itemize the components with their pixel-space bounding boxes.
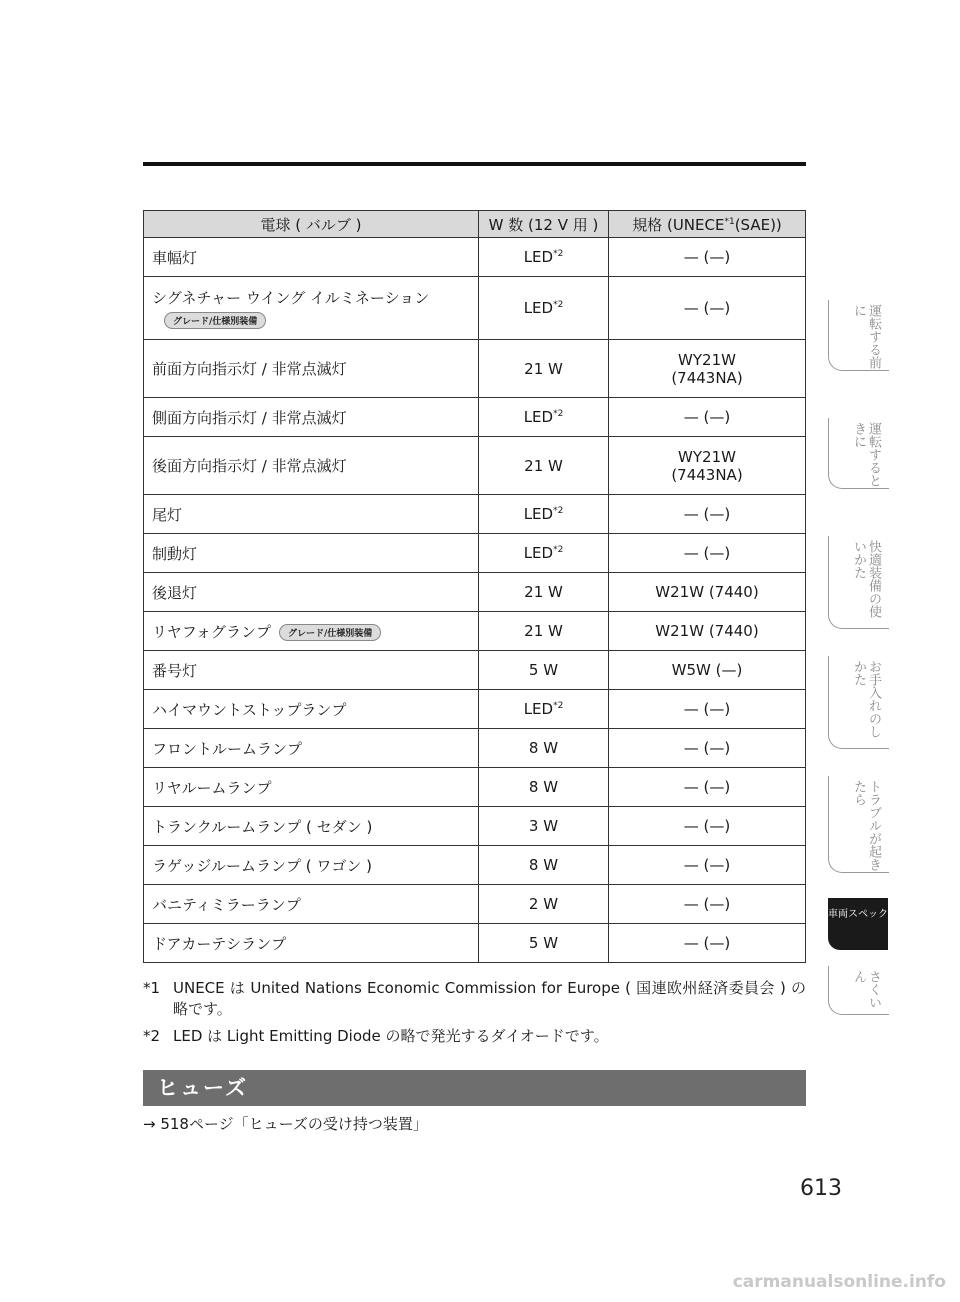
bulb-spec-table	[143, 210, 806, 963]
watermark: carmanualsonline.info	[732, 1272, 946, 1292]
watt-value: 8 W	[479, 846, 609, 885]
header-bulb: 電球 ( バルブ )	[144, 211, 479, 238]
table-row	[144, 924, 806, 963]
bulb-name: バニティミラーランプ	[144, 885, 479, 924]
table-row	[144, 768, 806, 807]
standard-value: — (—)	[609, 768, 806, 807]
bulb-name: シグネチャー ウイング イルミネーション グレード/仕様別装備	[144, 277, 479, 340]
standard-value: WY21W (7443NA)	[609, 340, 806, 398]
table-header-row	[144, 211, 806, 238]
bulb-name: 尾灯	[144, 495, 479, 534]
standard-value: — (—)	[609, 398, 806, 437]
header-standard: 規格 (UNECE$^{*1}$(SAE))	[609, 211, 806, 238]
standard-value: — (—)	[609, 885, 806, 924]
watt-value: 3 W	[479, 807, 609, 846]
grade-badge: グレード/仕様別装備	[279, 624, 381, 641]
bulb-name: 側面方向指示灯 / 非常点滅灯	[144, 398, 479, 437]
watt-value: 21 W	[479, 437, 609, 495]
footnotes	[143, 978, 806, 1053]
tab-troubleshooting[interactable]: トラブルが起きたら	[828, 776, 889, 873]
table-row	[144, 729, 806, 768]
watt-value: 5 W	[479, 651, 609, 690]
watt-value: LED$^{*2}$	[479, 495, 609, 534]
bulb-name: ラゲッジルームランプ ( ワゴン )	[144, 846, 479, 885]
table-row	[144, 534, 806, 573]
watt-value: 8 W	[479, 768, 609, 807]
footnote-2: *2 LED は Light Emitting Diode の略で発光するダイオードです。	[143, 1027, 609, 1045]
bulb-name: リヤルームランプ	[144, 768, 479, 807]
standard-value: — (—)	[609, 729, 806, 768]
table-row	[144, 573, 806, 612]
standard-value: WY21W (7443NA)	[609, 437, 806, 495]
tab-vehicle-spec[interactable]: 車両スペック	[828, 898, 888, 950]
header-watt: W 数 (12 V 用 )	[479, 211, 609, 238]
watt-value: 2 W	[479, 885, 609, 924]
bulb-name: 車幅灯	[144, 238, 479, 277]
standard-value: — (—)	[609, 277, 806, 340]
page-reference-link[interactable]: → 518ページ「ヒューズの受け持つ装置」	[143, 1115, 428, 1133]
bulb-name: トランクルームランプ ( セダン )	[144, 807, 479, 846]
tab-while-driving[interactable]: 運転するときに	[828, 418, 889, 489]
watt-value: LED$^{*2}$	[479, 534, 609, 573]
table-row	[144, 495, 806, 534]
table-row	[144, 690, 806, 729]
watt-value: 8 W	[479, 729, 609, 768]
watt-value: 21 W	[479, 340, 609, 398]
grade-badge: グレード/仕様別装備	[164, 312, 266, 329]
bulb-name: 制動灯	[144, 534, 479, 573]
watt-value: LED$^{*2}$	[479, 398, 609, 437]
top-rule	[143, 162, 806, 166]
table-row	[144, 437, 806, 495]
page-number: 613	[800, 1176, 842, 1201]
footnote-1: *1 UNECE は United Nations Economic Commission for Europe ( 国連欧州経済委員会 ) の略です。	[143, 979, 806, 1018]
watt-value: 21 W	[479, 612, 609, 651]
section-title: ヒューズ	[157, 1076, 248, 1100]
watt-value: LED$^{*2}$	[479, 238, 609, 277]
table-row	[144, 885, 806, 924]
standard-value: — (—)	[609, 846, 806, 885]
watt-value: LED$^{*2}$	[479, 277, 609, 340]
tab-before-driving[interactable]: 運転する前に	[828, 300, 889, 371]
table-row	[144, 398, 806, 437]
tab-index[interactable]: さくいん	[828, 966, 889, 1015]
standard-value: W5W (—)	[609, 651, 806, 690]
tab-comfort-equipment[interactable]: 快適装備の使いかた	[828, 536, 889, 629]
table-row	[144, 612, 806, 651]
bulb-name: ハイマウントストップランプ	[144, 690, 479, 729]
standard-value: — (—)	[609, 924, 806, 963]
standard-value: — (—)	[609, 238, 806, 277]
bulb-name: 後退灯	[144, 573, 479, 612]
table-row	[144, 340, 806, 398]
watt-value: LED$^{*2}$	[479, 690, 609, 729]
tab-maintenance[interactable]: お手入れのしかた	[828, 656, 889, 749]
table-row	[144, 277, 806, 340]
standard-value: W21W (7440)	[609, 612, 806, 651]
bulb-name: 前面方向指示灯 / 非常点滅灯	[144, 340, 479, 398]
table-row	[144, 846, 806, 885]
standard-value: — (—)	[609, 807, 806, 846]
standard-value: W21W (7440)	[609, 573, 806, 612]
watt-value: 5 W	[479, 924, 609, 963]
table-row	[144, 807, 806, 846]
bulb-name: ドアカーテシランプ	[144, 924, 479, 963]
section-heading	[143, 1070, 806, 1106]
standard-value: — (—)	[609, 534, 806, 573]
bulb-name: リヤフォグランプ グレード/仕様別装備	[144, 612, 479, 651]
watt-value: 21 W	[479, 573, 609, 612]
bulb-name: フロントルームランプ	[144, 729, 479, 768]
standard-value: — (—)	[609, 495, 806, 534]
bulb-name: 番号灯	[144, 651, 479, 690]
table-row	[144, 238, 806, 277]
table-row	[144, 651, 806, 690]
bulb-name: 後面方向指示灯 / 非常点滅灯	[144, 437, 479, 495]
standard-value: — (—)	[609, 690, 806, 729]
